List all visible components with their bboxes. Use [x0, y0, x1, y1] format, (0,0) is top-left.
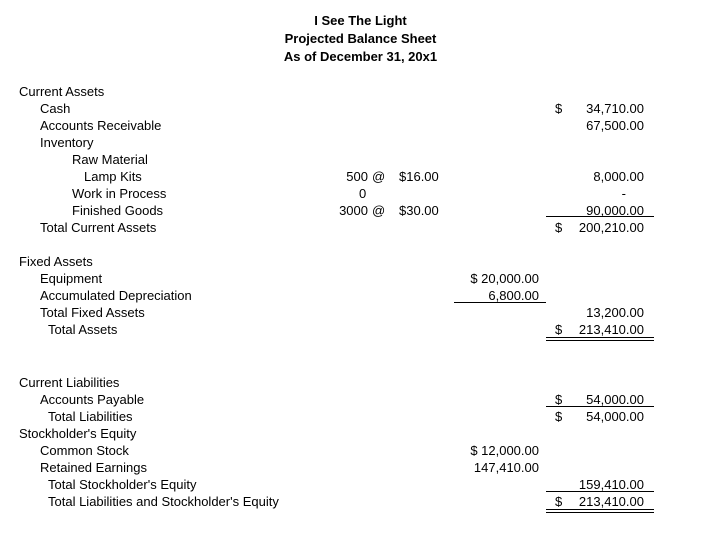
statement-date: As of December 31, 20x1 [283, 49, 438, 64]
double-total-rule [546, 337, 654, 341]
cash-value: 34,710.00 [586, 101, 644, 116]
accounts-payable-dollar-sign: $ [555, 392, 563, 407]
current-liabilities-heading: Current Liabilities [19, 375, 120, 390]
work-in-process-value: - [621, 186, 626, 201]
accounts-receivable-value: 67,500.00 [586, 118, 644, 133]
accumulated-depreciation-label: Accumulated Depreciation [40, 288, 192, 303]
lamp-kits-unit-price: $16.00 [399, 169, 439, 184]
accounts-receivable-label: Accounts Receivable [40, 118, 162, 133]
stockholders-equity-heading: Stockholder's Equity [19, 426, 137, 441]
accumulated-depreciation-value: 6,800.00 [488, 288, 539, 303]
current-assets-heading: Current Assets [19, 84, 105, 99]
total-stockholders-equity-label: Total Stockholder's Equity [48, 477, 197, 492]
total-liabilities-and-equity-dollar-sign: $ [555, 494, 563, 509]
equipment-label: Equipment [40, 271, 103, 286]
total-current-assets-label: Total Current Assets [40, 220, 157, 235]
statement-title: Projected Balance Sheet [284, 31, 437, 46]
retained-earnings-value: 147,410.00 [473, 460, 539, 475]
lamp-kits-label: Lamp Kits [84, 169, 142, 184]
accounts-payable-value: 54,000.00 [586, 392, 644, 407]
accounts-payable-label: Accounts Payable [40, 392, 145, 407]
total-current-assets-dollar-sign: $ [555, 220, 563, 235]
company-name: I See The Light [314, 13, 407, 28]
total-liabilities-value: 54,000.00 [586, 409, 644, 424]
finished-goods-value: 90,000.00 [586, 203, 644, 218]
total-fixed-assets-label: Total Fixed Assets [40, 305, 145, 320]
lamp-kits-value: 8,000.00 [593, 169, 644, 184]
cash-label: Cash [40, 101, 71, 116]
common-stock-value: $ 12,000.00 [470, 443, 539, 458]
lamp-kits-quantity: 500 [346, 169, 368, 184]
equipment-value: $ 20,000.00 [470, 271, 539, 286]
double-total-rule [546, 509, 654, 513]
cash-dollar-sign: $ [555, 101, 563, 116]
total-assets-dollar-sign: $ [555, 322, 563, 337]
total-liabilities-and-equity-label: Total Liabilities and Stockholder's Equity [48, 494, 279, 509]
subtotal-rule [546, 216, 654, 217]
total-fixed-assets-value: 13,200.00 [586, 305, 644, 320]
finished-goods-at-sign: @ [372, 203, 386, 218]
total-stockholders-equity-value: 159,410.00 [578, 477, 644, 492]
subtotal-rule [454, 302, 546, 303]
work-in-process-label: Work in Process [72, 186, 167, 201]
total-assets-value: 213,410.00 [578, 322, 644, 337]
inventory-label: Inventory [40, 135, 94, 150]
subtotal-rule [546, 406, 654, 407]
total-current-assets-value: 200,210.00 [578, 220, 644, 235]
total-assets-label: Total Assets [48, 322, 118, 337]
finished-goods-unit-price: $30.00 [399, 203, 439, 218]
finished-goods-label: Finished Goods [72, 203, 164, 218]
work-in-process-quantity: 0 [359, 186, 367, 201]
total-liabilities-label: Total Liabilities [48, 409, 133, 424]
raw-material-label: Raw Material [72, 152, 148, 167]
common-stock-label: Common Stock [40, 443, 129, 458]
finished-goods-quantity: 3000 [339, 203, 368, 218]
retained-earnings-label: Retained Earnings [40, 460, 147, 475]
subtotal-rule [546, 491, 654, 492]
lamp-kits-at-sign: @ [372, 169, 386, 184]
fixed-assets-heading: Fixed Assets [19, 254, 93, 269]
total-liabilities-and-equity-value: 213,410.00 [578, 494, 644, 509]
total-liabilities-dollar-sign: $ [555, 409, 563, 424]
